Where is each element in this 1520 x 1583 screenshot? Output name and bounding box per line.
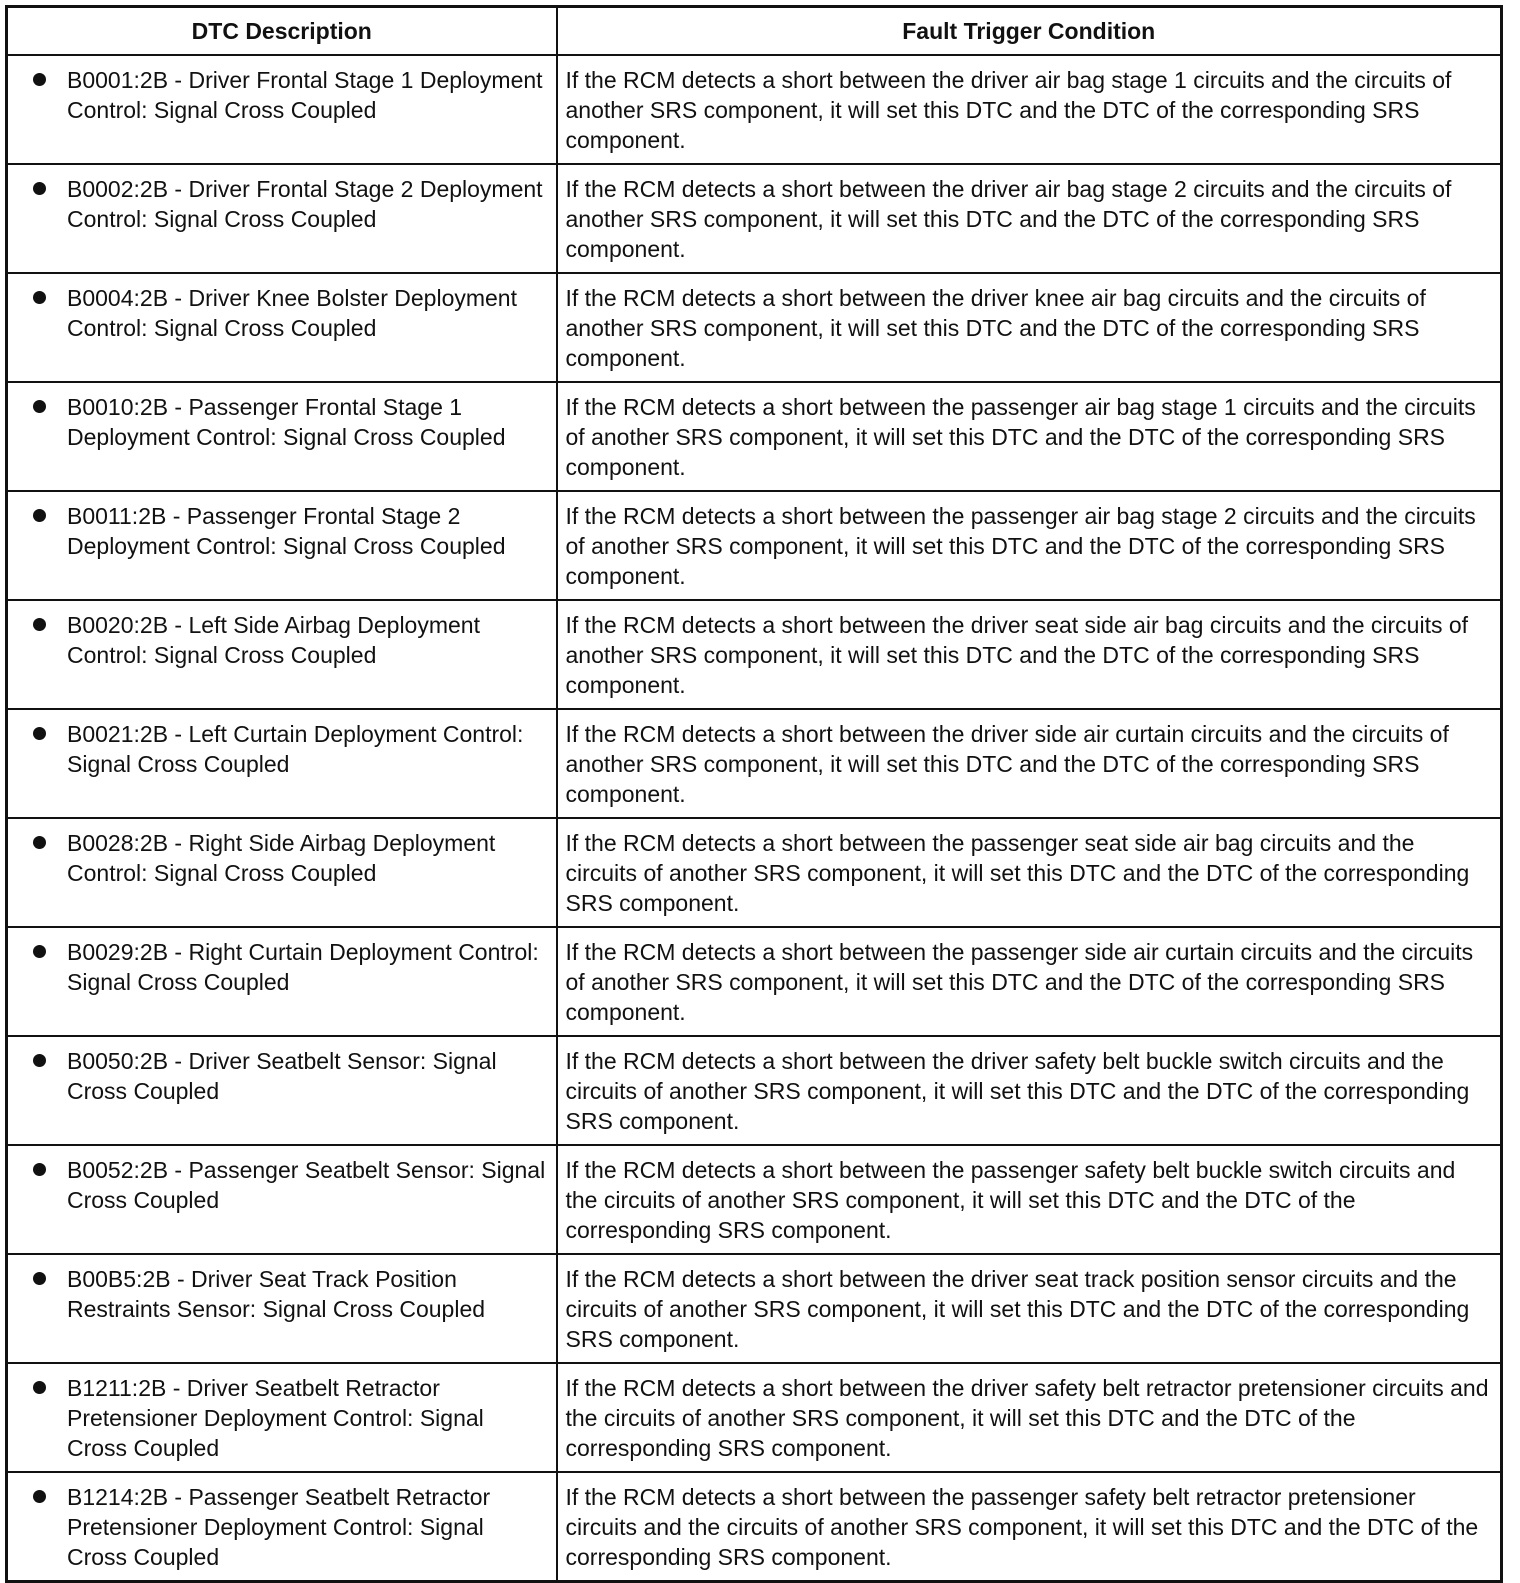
- bullet-icon: [32, 1046, 67, 1076]
- table-row: [7, 1145, 1502, 1254]
- table-header: [7, 7, 1502, 56]
- table-row: [7, 273, 1502, 382]
- dtc-description-cell: [7, 1254, 557, 1363]
- fault-trigger-condition-cell: [557, 1472, 1502, 1582]
- dtc-description: B0002:2B - Driver Frontal Stage 2 Deployment Control: Signal Cross Coupled: [67, 176, 543, 232]
- dtc-description: B0020:2B - Left Side Airbag Deployment Control: Signal Cross Coupled: [67, 612, 480, 668]
- fault-trigger-condition: If the RCM detects a short between the driver safety belt retractor pretensioner circuits and the circuits of another SRS component, it will set this DTC and the DTC of the corresponding SRS component.: [565, 1375, 1489, 1461]
- header-fault-trigger-condition: Fault Trigger Condition: [557, 7, 1502, 56]
- fault-trigger-condition: If the RCM detects a short between the passenger safety belt buckle switch circuits and the circuits of another SRS component, it will set this DTC and the DTC of the corresponding SRS component.: [565, 1157, 1456, 1243]
- table-row: [7, 164, 1502, 273]
- table-row: [7, 600, 1502, 709]
- dtc-description: B1211:2B - Driver Seatbelt Retractor Pretensioner Deployment Control: Signal Cross Coupled: [67, 1375, 484, 1461]
- fault-trigger-condition-cell: [557, 1145, 1502, 1254]
- bullet-icon: [32, 937, 67, 967]
- bullet-icon: [32, 65, 67, 95]
- bullet-icon: [32, 1373, 67, 1403]
- fault-trigger-condition: If the RCM detects a short between the driver knee air bag circuits and the circuits of another SRS component, it will set this DTC and the DTC of the corresponding SRS component.: [565, 285, 1426, 371]
- fault-trigger-condition: If the RCM detects a short between the passenger air bag stage 2 circuits and the circuits of another SRS component, it will set this DTC and the DTC of the corresponding SRS component.: [565, 503, 1476, 589]
- table-row: [7, 927, 1502, 1036]
- bullet-icon: [32, 719, 67, 749]
- dtc-table: [5, 5, 1503, 1583]
- bullet-icon: [32, 1155, 67, 1185]
- fault-trigger-condition: If the RCM detects a short between the passenger air bag stage 1 circuits and the circuits of another SRS component, it will set this DTC and the DTC of the corresponding SRS component.: [565, 394, 1476, 480]
- dtc-description: B0011:2B - Passenger Frontal Stage 2 Deployment Control: Signal Cross Coupled: [67, 503, 506, 559]
- dtc-description-cell: [7, 491, 557, 600]
- dtc-description: B0021:2B - Left Curtain Deployment Control: Signal Cross Coupled: [67, 721, 524, 777]
- fault-trigger-condition-cell: [557, 273, 1502, 382]
- dtc-description-cell: [7, 709, 557, 818]
- table-row: [7, 1036, 1502, 1145]
- fault-trigger-condition-cell: [557, 927, 1502, 1036]
- table-row: [7, 709, 1502, 818]
- fault-trigger-condition: If the RCM detects a short between the passenger seat side air bag circuits and the circuits of another SRS component, it will set this DTC and the DTC of the corresponding SRS component.: [565, 830, 1470, 916]
- fault-trigger-condition-cell: [557, 1036, 1502, 1145]
- fault-trigger-condition-cell: [557, 1254, 1502, 1363]
- table-row: [7, 818, 1502, 927]
- dtc-description-cell: [7, 1472, 557, 1582]
- dtc-description-cell: [7, 273, 557, 382]
- dtc-description: B0029:2B - Right Curtain Deployment Control: Signal Cross Coupled: [67, 939, 539, 995]
- header-dtc-description: DTC Description: [7, 7, 557, 56]
- dtc-description-cell: [7, 164, 557, 273]
- fault-trigger-condition-cell: [557, 600, 1502, 709]
- table-row: [7, 1472, 1502, 1582]
- fault-trigger-condition-cell: [557, 491, 1502, 600]
- fault-trigger-condition: If the RCM detects a short between the driver safety belt buckle switch circuits and the circuits of another SRS component, it will set this DTC and the DTC of the corresponding SRS component.: [565, 1048, 1470, 1134]
- bullet-icon: [32, 501, 67, 531]
- dtc-description-cell: [7, 1363, 557, 1472]
- dtc-description-cell: [7, 600, 557, 709]
- fault-trigger-condition-cell: [557, 55, 1502, 164]
- fault-trigger-condition: If the RCM detects a short between the driver air bag stage 1 circuits and the circuits of another SRS component, it will set this DTC and the DTC of the corresponding SRS component.: [565, 67, 1452, 153]
- table-row: [7, 1254, 1502, 1363]
- table-row: [7, 55, 1502, 164]
- bullet-icon: [32, 392, 67, 422]
- header-row: [7, 7, 1502, 56]
- bullet-icon: [32, 1482, 67, 1512]
- dtc-description-cell: [7, 927, 557, 1036]
- bullet-icon: [32, 828, 67, 858]
- dtc-description: B0001:2B - Driver Frontal Stage 1 Deployment Control: Signal Cross Coupled: [67, 67, 543, 123]
- dtc-description: B00B5:2B - Driver Seat Track Position Restraints Sensor: Signal Cross Coupled: [67, 1266, 486, 1322]
- dtc-description: B0028:2B - Right Side Airbag Deployment Control: Signal Cross Coupled: [67, 830, 496, 886]
- table-row: [7, 1363, 1502, 1472]
- table-body: [7, 55, 1502, 1582]
- dtc-description-cell: [7, 55, 557, 164]
- dtc-description: B0050:2B - Driver Seatbelt Sensor: Signal Cross Coupled: [67, 1048, 497, 1104]
- dtc-description-cell: [7, 1145, 557, 1254]
- dtc-description: B0010:2B - Passenger Frontal Stage 1 Deployment Control: Signal Cross Coupled: [67, 394, 506, 450]
- fault-trigger-condition: If the RCM detects a short between the passenger safety belt retractor pretensioner circuits and the circuits of another SRS component, it will set this DTC and the DTC of the corresponding SRS component.: [565, 1484, 1479, 1570]
- fault-trigger-condition-cell: [557, 709, 1502, 818]
- dtc-description: B0052:2B - Passenger Seatbelt Sensor: Signal Cross Coupled: [67, 1157, 546, 1213]
- fault-trigger-condition: If the RCM detects a short between the driver side air curtain circuits and the circuits of another SRS component, it will set this DTC and the DTC of the corresponding SRS component.: [565, 721, 1449, 807]
- dtc-description-cell: [7, 818, 557, 927]
- fault-trigger-condition-cell: [557, 382, 1502, 491]
- bullet-icon: [32, 174, 67, 204]
- fault-trigger-condition: If the RCM detects a short between the passenger side air curtain circuits and the circuits of another SRS component, it will set this DTC and the DTC of the corresponding SRS component.: [565, 939, 1474, 1025]
- fault-trigger-condition: If the RCM detects a short between the driver air bag stage 2 circuits and the circuits of another SRS component, it will set this DTC and the DTC of the corresponding SRS component.: [565, 176, 1452, 262]
- table-row: [7, 491, 1502, 600]
- fault-trigger-condition-cell: [557, 164, 1502, 273]
- bullet-icon: [32, 1264, 67, 1294]
- bullet-icon: [32, 610, 67, 640]
- fault-trigger-condition-cell: [557, 818, 1502, 927]
- dtc-description: B0004:2B - Driver Knee Bolster Deployment Control: Signal Cross Coupled: [67, 285, 517, 341]
- dtc-description-cell: [7, 1036, 557, 1145]
- fault-trigger-condition-cell: [557, 1363, 1502, 1472]
- fault-trigger-condition: If the RCM detects a short between the driver seat track position sensor circuits and the circuits of another SRS component, it will set this DTC and the DTC of the corresponding SRS component.: [565, 1266, 1470, 1352]
- fault-trigger-condition: If the RCM detects a short between the driver seat side air bag circuits and the circuits of another SRS component, it will set this DTC and the DTC of the corresponding SRS component.: [565, 612, 1469, 698]
- dtc-description-cell: [7, 382, 557, 491]
- table-row: [7, 382, 1502, 491]
- dtc-description: B1214:2B - Passenger Seatbelt Retractor Pretensioner Deployment Control: Signal Cross Coupled: [67, 1484, 491, 1570]
- bullet-icon: [32, 283, 67, 313]
